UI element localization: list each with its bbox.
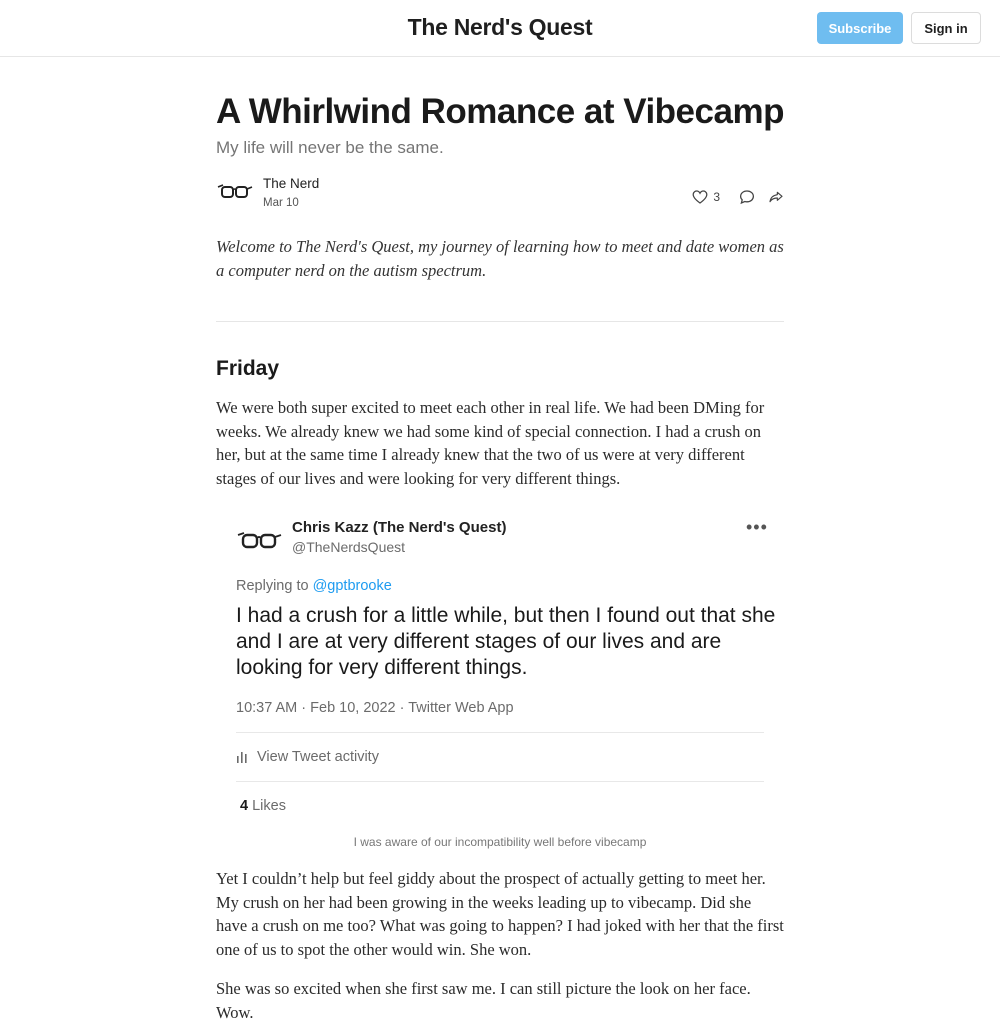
- share-icon[interactable]: [768, 189, 784, 205]
- tweet-text: I had a crush for a little while, but then I found out that she and I are at very different stages of our lives and are looking for very different things.: [236, 604, 776, 679]
- sign-in-button[interactable]: Sign in: [911, 12, 981, 44]
- tweet-author-name: Chris Kazz (The Nerd's Quest): [292, 519, 507, 536]
- tweet-likes-count: 4: [240, 798, 249, 814]
- post-actions: [691, 187, 784, 207]
- tweet-likes: [240, 798, 286, 814]
- divider: [216, 321, 784, 322]
- post-intro: Welcome to The Nerd's Quest, my journey of learning how to meet and date women as a computer nerd on the autism spectrum.: [216, 237, 784, 280]
- image-caption: I was aware of our incompatibility well before vibecamp: [353, 835, 647, 849]
- paragraph: She was so excited when she first saw me. I can still picture the look on her face. Wow.: [216, 979, 751, 1022]
- tweet-likes-label: Likes: [252, 798, 286, 814]
- author-name[interactable]: The Nerd: [263, 176, 320, 191]
- heart-icon[interactable]: [691, 188, 709, 206]
- glasses-icon[interactable]: [216, 178, 254, 206]
- paragraph: Yet I couldn’t help but feel giddy about the prospect of actually getting to meet her. My crush on her had been growing in the weeks leading up to vibecamp. Did she have a crush on me too? What was going to happen? I had joked with her that the first one of us to spot the other would win. She won.: [216, 869, 784, 959]
- post-title: A Whirlwind Romance at Vibecamp: [216, 92, 784, 131]
- post-subtitle: My life will never be the same.: [216, 138, 444, 157]
- replying-to: [236, 578, 392, 594]
- top-bar: [0, 0, 1000, 57]
- comment-icon[interactable]: [738, 188, 756, 206]
- tweet-divider: [236, 781, 764, 782]
- bar-chart-icon: [236, 750, 250, 764]
- replying-prefix: Replying to: [236, 578, 309, 594]
- tweet-embed-image[interactable]: [216, 505, 784, 825]
- more-options-icon: •••: [746, 517, 768, 537]
- tweet-author-handle: @TheNerdsQuest: [292, 539, 406, 555]
- paragraph: We were both super excited to meet each other in real life. We had been DMing for weeks. We already knew we had some kind of special connection. I had a crush on her, but at the same time I already knew that the two of us were at very different stages of our lives and were looking for very different things.: [216, 398, 765, 488]
- subscribe-button[interactable]: Subscribe: [817, 12, 903, 44]
- tweet-activity: [236, 749, 379, 765]
- tweet-timestamp: 10:37 AM · Feb 10, 2022 · Twitter Web App: [236, 700, 514, 716]
- section-heading: Friday: [216, 357, 280, 380]
- tweet-activity-label: View Tweet activity: [257, 749, 379, 765]
- tweet-divider: [236, 732, 764, 733]
- like-count: 3: [713, 190, 720, 204]
- site-title[interactable]: The Nerd's Quest: [407, 14, 593, 40]
- glasses-icon: [236, 525, 282, 555]
- replying-handle: @gptbrooke: [312, 578, 392, 594]
- post-date: Mar 10: [263, 197, 299, 209]
